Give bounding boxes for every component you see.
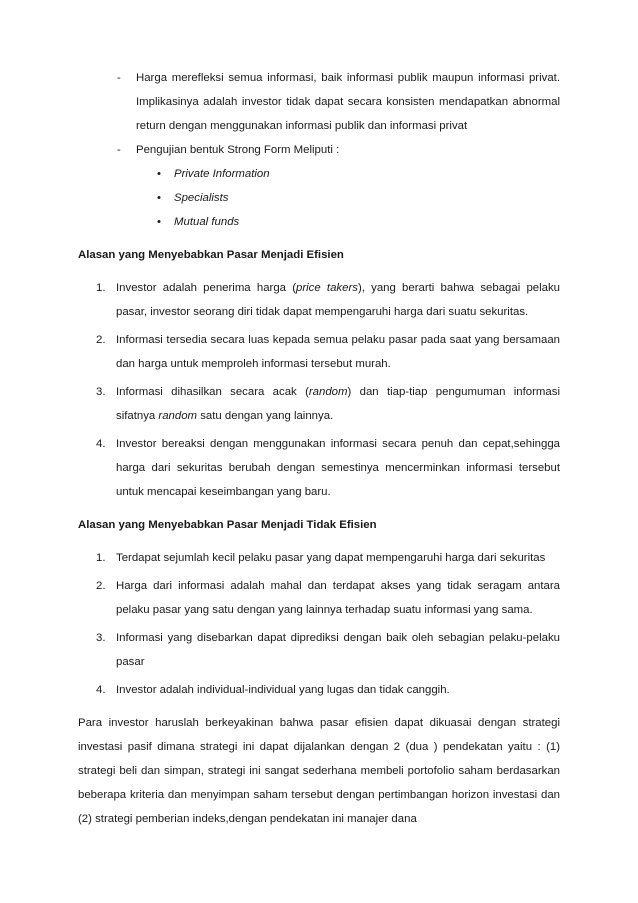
list-item-text [116,432,560,504]
numbered-list-tidak-efisien [78,546,560,702]
bullet-item [78,186,560,210]
list-item [78,328,560,376]
dash-item-text: Harga merefleksi semua informasi, baik informasi publik maupun informasi privat. Implikasinya adalah investor tidak dapat secara konsisten mendapatkan abnormal return dengan menggunakan informasi publik dan informasi privat [136,72,560,132]
text-run: Informasi tersedia secara luas kepada semua pelaku pasar pada saat yang bersamaan dan harga untuk memproleh informasi tersebut murah. [116,334,560,370]
dash-item-text: Pengujian bentuk Strong Form Meliputi : [136,144,340,156]
italic-term: random [158,410,198,422]
text-run: Investor adalah penerima harga ( [116,282,297,294]
list-item-text [116,380,560,428]
italic-term: random [308,386,348,398]
list-item [78,380,560,428]
list-item-text [116,328,560,376]
text-run: ), yang berarti bahwa sebagai pelaku pasar, investor seorang diri tidak dapat mempengaruhi harga dari suatu sekuritas. [116,282,561,318]
italic-term: price takers [296,282,358,294]
list-number: 2. [96,334,106,346]
text-run: Informasi dihasilkan secara acak ( [116,386,309,398]
list-item [78,678,560,702]
list-number: 1. [96,552,106,564]
list-item-text: Harga dari informasi adalah mahal dan terdapat akses yang tidak seragam antara pelaku pasar yang satu dengan yang lainnya terhadap suatu informasi yang sama. [116,580,560,616]
bullet-text: Mutual funds [174,216,240,228]
text-run: ) dan tiap-tiap pengumuman informasi sifatnya [116,386,560,422]
list-item [78,432,560,504]
list-number: 1. [96,282,106,294]
document-page [78,66,560,831]
section-heading-tidak-efisien: Alasan yang Menyebabkan Pasar Menjadi Tidak Efisien [78,519,377,531]
bullet-item [78,162,560,186]
list-item [78,546,560,570]
dash-list [78,66,560,162]
list-item [78,626,560,674]
bullet-list [78,162,560,234]
bullet-item [78,210,560,234]
list-number: 4. [96,438,106,450]
bullet-text: Private Information [174,168,270,180]
dash-item-pengujian [78,138,560,162]
list-number: 3. [96,386,106,398]
list-number: 2. [96,580,106,592]
text-run: satu dengan yang lainnya. [197,410,334,422]
bullet-marker: • [157,192,161,204]
list-item [78,276,560,324]
dash-marker: - [117,72,121,84]
bullet-marker: • [157,168,161,180]
list-item-text: Terdapat sejumlah kecil pelaku pasar yang dapat mempengaruhi harga dari sekuritas [116,552,546,564]
text-run: Investor bereaksi dengan menggunakan informasi secara penuh dan cepat,sehingga harga dari sekuritas berubah dengan semestinya mencerminkan informasi tersebut untuk mencapai keseimbangan yang baru. [116,438,560,498]
bullet-text: Specialists [174,192,229,204]
bullet-marker: • [157,216,161,228]
numbered-list-efisien [78,276,560,504]
list-number: 3. [96,632,106,644]
list-item-text [116,276,560,324]
list-number: 4. [96,684,106,696]
list-item [78,574,560,622]
section-heading-efisien: Alasan yang Menyebabkan Pasar Menjadi Efisien [78,249,344,261]
closing-paragraph: Para investor haruslah berkeyakinan bahwa pasar efisien dapat dikuasai dengan strategi investasi pasif dimana strategi ini dapat dijalankan dengan 2 (dua ) pendekatan yaitu : (1) strategi beli dan simpan, strategi ini sangat sederhana membeli portofolio saham berdasarkan beberapa kriteria dan menyimpan saham tersebut dengan pertimbangan horizon investasi dan (2) strategi pemberian indeks,dengan pendekatan ini manajer dana [78,717,560,825]
dash-marker: - [117,144,121,156]
dash-item-harga [78,66,560,138]
list-item-text: Investor adalah individual-individual yang lugas dan tidak canggih. [116,684,450,696]
list-item-text: Informasi yang disebarkan dapat diprediksi dengan baik oleh sebagian pelaku-pelaku pasar [116,632,560,668]
